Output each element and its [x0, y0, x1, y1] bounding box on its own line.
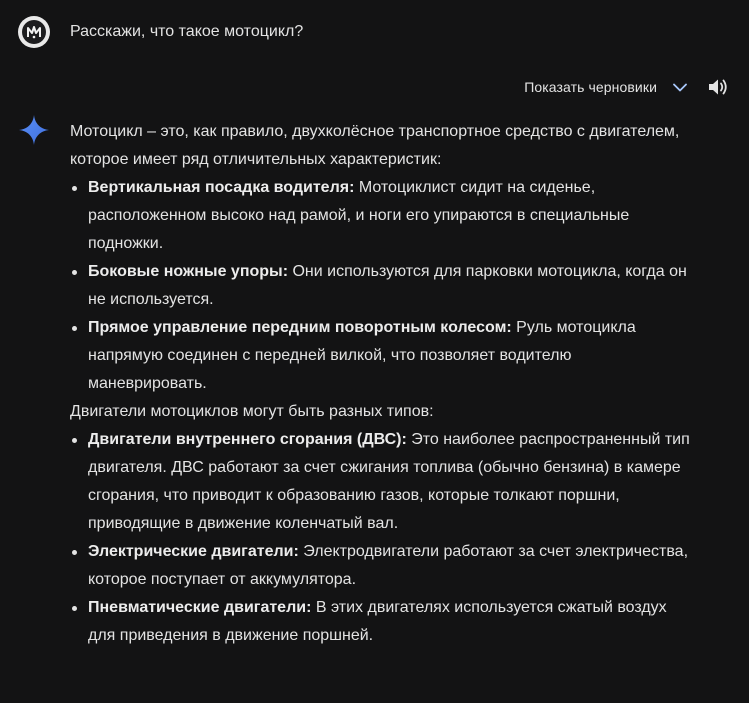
list-item-title: Вертикальная посадка водителя: — [88, 179, 355, 196]
list-item-text: В этих двигателях используется сжатый воздух для приведения в движение поршней. — [88, 599, 667, 644]
list-item — [70, 426, 692, 538]
list-item — [70, 314, 692, 398]
speaker-icon[interactable] — [707, 76, 729, 98]
list-item-text: Это наиболее распространенный тип двигателя. ДВС работают за счет сжигания топлива (обычно бензина) в камере сгорания, что приводит к образованию газов, которые толкают поршни, приводящие в движение коленчатый вал. — [88, 431, 690, 532]
list-item-title: Боковые ножные упоры: — [88, 263, 289, 280]
show-drafts-button[interactable]: Показать черновики — [524, 79, 657, 95]
list-item — [70, 594, 692, 650]
list-item-title: Пневматические двигатели: — [88, 599, 312, 616]
gemini-sparkle-icon — [18, 114, 50, 146]
list-item-text: Руль мотоцикла напрямую соединен с передней вилкой, что позволяет водителю маневрировать. — [88, 319, 636, 392]
response-toolbar — [524, 76, 729, 98]
user-avatar-icon[interactable] — [18, 16, 50, 48]
list-item-text: Они используются для парковки мотоцикла, когда он не используется. — [88, 263, 687, 308]
user-prompt-text: Расскажи, что такое мотоцикл? — [70, 23, 304, 40]
list-item-title: Двигатели внутреннего сгорания (ДВС): — [88, 431, 407, 448]
list-item-text: Электродвигатели работают за счет электричества, которое поступает от аккумулятора. — [88, 543, 689, 588]
list-item — [70, 258, 692, 314]
assistant-response — [70, 118, 692, 650]
engines-list — [70, 426, 692, 650]
list-item-title: Прямое управление передним поворотным колесом: — [88, 319, 512, 336]
list-item-text: Мотоциклист сидит на сиденье, расположенном высоко над рамой, и ноги его упираются в специальные подножки. — [88, 179, 630, 252]
list-item-title: Электрические двигатели: — [88, 543, 299, 560]
response-intro: Мотоцикл – это, как правило, двухколёсное транспортное средство с двигателем, которое имеет ряд отличительных характеристик: — [70, 123, 680, 168]
list-item — [70, 538, 692, 594]
list-item — [70, 174, 692, 258]
chevron-down-icon[interactable] — [671, 78, 689, 96]
features-list — [70, 174, 692, 398]
user-message — [18, 16, 303, 48]
engines-intro: Двигатели мотоциклов могут быть разных типов: — [70, 403, 434, 420]
